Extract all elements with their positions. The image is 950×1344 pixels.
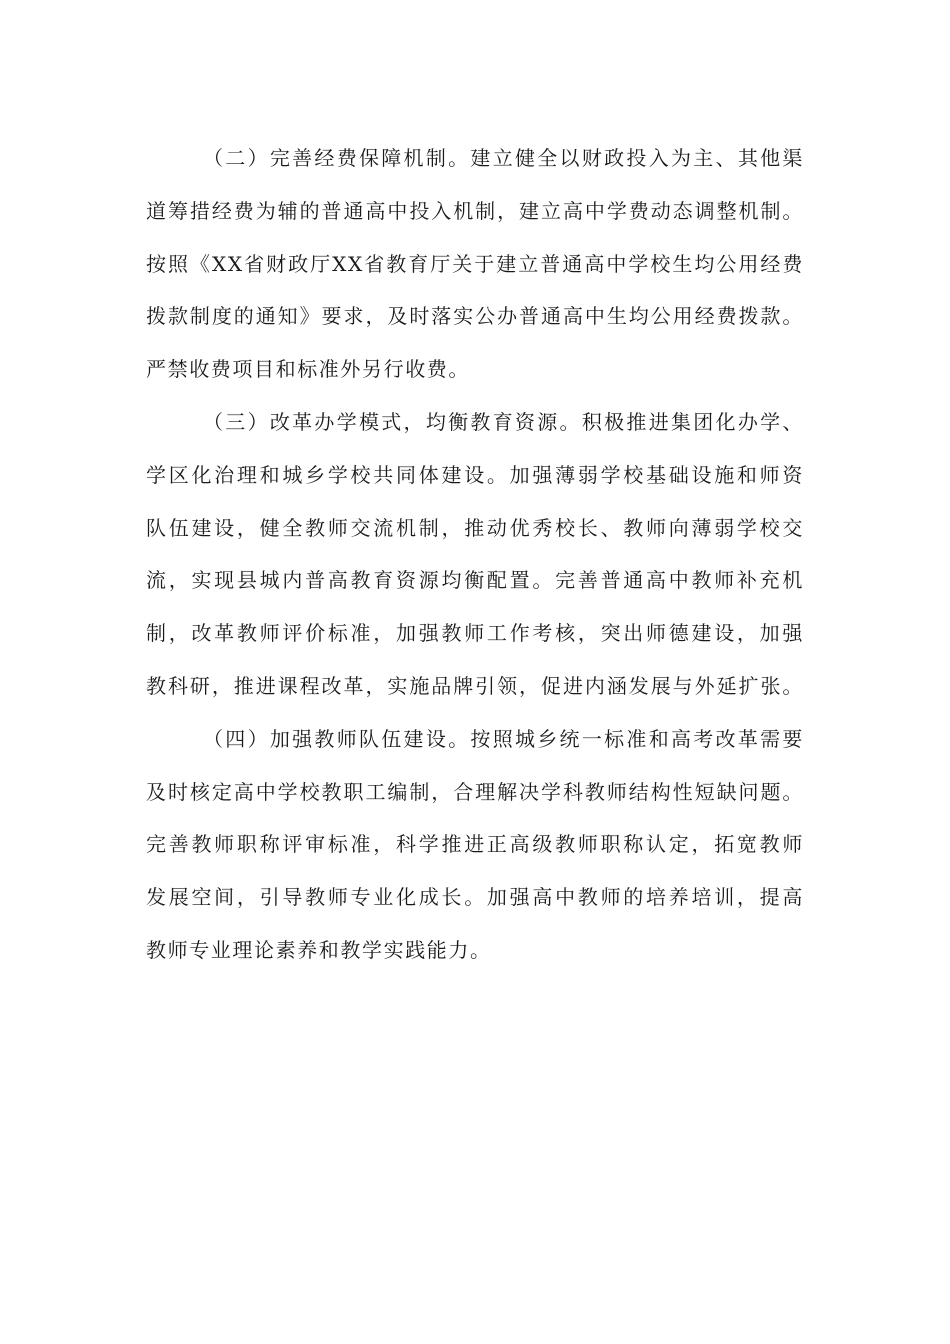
text-line: 教科研，推进课程改革，实施品牌引领，促进内涵发展与外延扩张。	[146, 673, 804, 698]
paragraph-funding-guarantee	[146, 132, 804, 396]
text-line: （三）改革办学模式，均衡教育资源。积极推进集团化办学、	[203, 409, 804, 434]
text-line: 队伍建设，健全教师交流机制，推动优秀校长、教师向薄弱学校交	[146, 515, 804, 540]
text-line: 制，改革教师评价标准，加强教师工作考核，突出师德建设，加强	[146, 621, 804, 646]
text-line: 学区化治理和城乡学校共同体建设。加强薄弱学校基础设施和师资	[146, 462, 804, 487]
text-line: 及时核定高中学校教职工编制，合理解决学科教师结构性短缺问题。	[146, 779, 804, 804]
document-body	[146, 132, 804, 977]
text-line: 教师专业理论素养和教学实践能力。	[146, 937, 492, 962]
paragraph-school-reform	[146, 396, 804, 713]
text-line: （二）完善经费保障机制。建立健全以财政投入为主、其他渠	[203, 146, 804, 170]
text-line: 发展空间，引导教师专业化成长。加强高中教师的培养培训，提高	[146, 885, 804, 910]
text-line: 道筹措经费为辅的普通高中投入机制，建立高中学费动态调整机制。	[146, 198, 804, 223]
text-line: 严禁收费项目和标准外另行收费。	[146, 357, 470, 382]
text-line: 按照《XX省财政厅XX省教育厅关于建立普通高中学校生均公用经费	[146, 251, 804, 276]
paragraph-teacher-workforce	[146, 713, 804, 977]
text-line: （四）加强教师队伍建设。按照城乡统一标准和高考改革需要	[203, 726, 804, 751]
text-line: 流，实现县城内普高教育资源均衡配置。完善普通高中教师补充机	[146, 568, 804, 593]
text-line: 完善教师职称评审标准，科学推进正高级教师职称认定，拓宽教师	[146, 832, 804, 857]
text-line: 拨款制度的通知》要求，及时落实公办普通高中生均公用经费拨款。	[146, 304, 804, 329]
